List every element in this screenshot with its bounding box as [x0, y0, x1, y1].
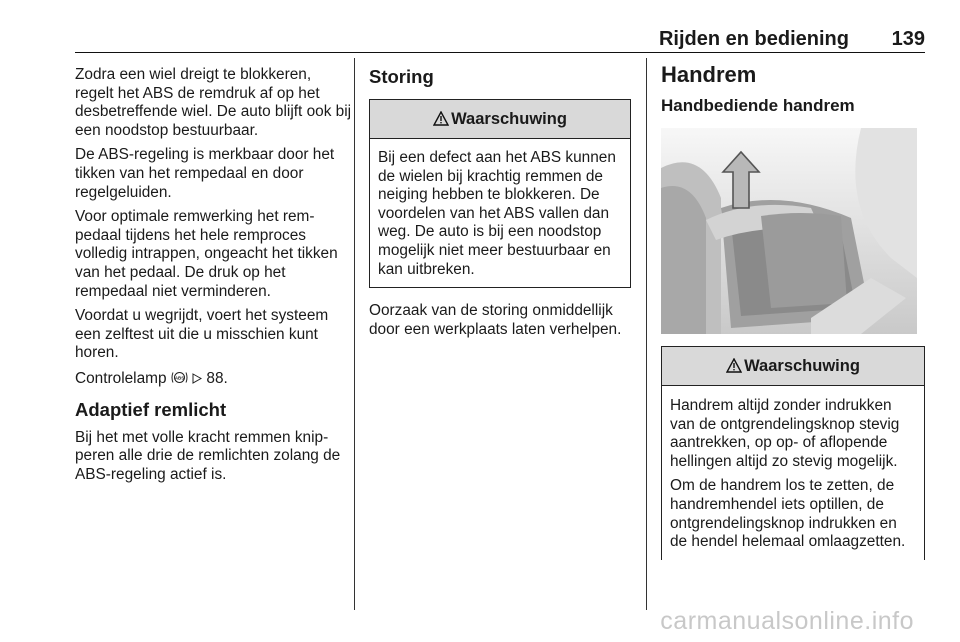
column-divider-1 [354, 58, 355, 610]
warning-header [370, 100, 630, 139]
heading-handbediende-handrem: Handbediende handrem [661, 96, 855, 115]
page-reference: 88. [206, 369, 228, 387]
warning-title: Waarschuwing [744, 356, 860, 375]
paragraph: Zodra een wiel dreigt te blokkeren, regelt het ABS de remdruk af op het desbetreffende wiel. De auto blijft ook bij een noodstop bestuurbaar. [75, 66, 352, 139]
heading-storing: Storing [369, 66, 434, 87]
controlelamp-label: Controlelamp [75, 369, 167, 387]
controlelamp-line [75, 369, 353, 389]
warning-title: Waarschuwing [451, 109, 567, 128]
svg-text:ABS: ABS [174, 375, 184, 381]
column-1 [75, 66, 353, 490]
warning-triangle-icon [726, 357, 742, 376]
paragraph: Oorzaak van de storing onmiddellijk door een werkplaats laten verhelpen. [369, 302, 622, 338]
page-header [75, 28, 925, 53]
heading-handrem: Handrem [661, 62, 757, 87]
warning-text: Handrem altijd zonder indrukken van de ontgrendelingsknop stevig aantrekken, op op- of aflopende hellingen altijd zo stevig mogelijk. [670, 397, 900, 470]
column-2 [369, 66, 631, 345]
handbrake-photo [661, 128, 917, 334]
paragraph: De ABS-regeling is merkbaar door het tikken van het rempedaal en door regelgeluiden. [75, 146, 335, 201]
section-title: Rijden en bediening [658, 28, 849, 50]
column-divider-2 [646, 58, 647, 610]
warning-text: Om de handrem los te zetten, de handremhendel iets optillen, de ontgrendelingsknop indrukken en de hendel helemaal omlaagzetten. [670, 477, 906, 551]
warning-box [369, 99, 631, 288]
page-number: 139 [891, 28, 925, 50]
column-3 [661, 62, 925, 560]
watermark: carmanualsonline.info [660, 607, 914, 635]
heading-adaptief-remlicht: Adaptief remlicht [75, 398, 227, 420]
paragraph: Bij het met volle kracht remmen knipperen alle drie de remlichten zolang de ABS-regeling actief is. [75, 428, 341, 483]
paragraph: Voor optimale remwerking het rempedaal tijdens het hele remproces volledig intrappen, ongeacht het tikken van het pedaal. De druk op het rempedaal niet verminderen. [75, 208, 338, 300]
warning-triangle-icon [433, 110, 449, 129]
warning-text: Bij een defect aan het ABS kunnen de wielen bij krachtig remmen de neiging hebben te blokkeren. De voordelen van het ABS vallen dan weg. De auto is bij een noodstop mogelijk niet meer bestuurbaar en kan uitbreken. [378, 149, 616, 278]
paragraph: Voordat u wegrijdt, voert het systeem een zelftest uit die u misschien kunt horen. [75, 307, 329, 362]
abs-warning-lamp-icon [171, 369, 188, 388]
warning-box [661, 346, 925, 560]
page-ref-arrow-icon [192, 370, 206, 387]
warning-header [662, 347, 924, 386]
